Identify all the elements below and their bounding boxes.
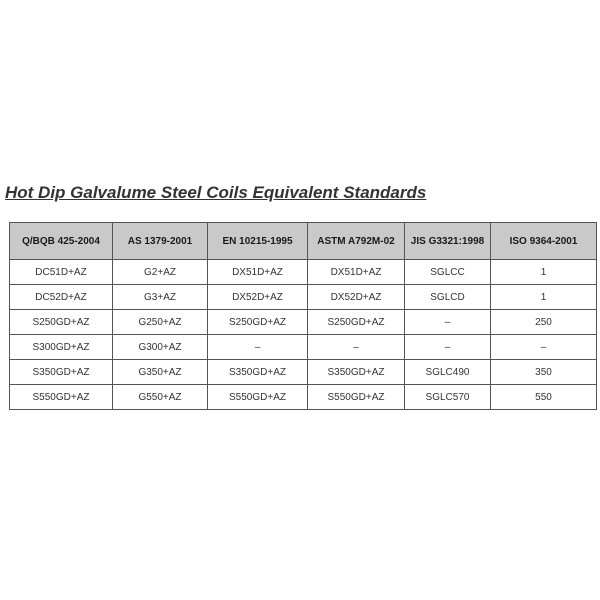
table-cell: S250GD+AZ [10, 310, 113, 335]
table-cell: G350+AZ [113, 360, 208, 385]
table-cell: DX51D+AZ [208, 260, 308, 285]
header-cell-jis: JIS G3321:1998 [405, 223, 491, 260]
table-cell: S550GD+AZ [308, 385, 405, 410]
table-cell: 1 [491, 285, 597, 310]
table-cell: DX52D+AZ [308, 285, 405, 310]
table-cell: DX52D+AZ [208, 285, 308, 310]
table-cell: SGLC490 [405, 360, 491, 385]
header-cell-qbqb: Q/BQB 425-2004 [10, 223, 113, 260]
table-cell: DC52D+AZ [10, 285, 113, 310]
table-header [10, 223, 597, 260]
table-cell: G250+AZ [113, 310, 208, 335]
table-row [10, 385, 597, 410]
header-cell-iso: ISO 9364-2001 [491, 223, 597, 260]
table-cell: SGLCD [405, 285, 491, 310]
table-cell: G550+AZ [113, 385, 208, 410]
header-cell-as: AS 1379-2001 [113, 223, 208, 260]
table-cell: 550 [491, 385, 597, 410]
table-cell: 1 [491, 260, 597, 285]
header-cell-en: EN 10215-1995 [208, 223, 308, 260]
header-cell-astm: ASTM A792M-02 [308, 223, 405, 260]
table-row [10, 285, 597, 310]
table-cell: – [308, 335, 405, 360]
table-cell: S350GD+AZ [308, 360, 405, 385]
table-cell: – [208, 335, 308, 360]
table-cell: – [491, 335, 597, 360]
table-row [10, 260, 597, 285]
table-cell: DX51D+AZ [308, 260, 405, 285]
header-row [10, 223, 597, 260]
table-cell: – [405, 335, 491, 360]
table-row [10, 360, 597, 385]
table-cell: 350 [491, 360, 597, 385]
table-row [10, 310, 597, 335]
table-body [10, 260, 597, 410]
table-cell: S250GD+AZ [208, 310, 308, 335]
table-cell: S250GD+AZ [308, 310, 405, 335]
table-cell: – [405, 310, 491, 335]
table-cell: S350GD+AZ [208, 360, 308, 385]
table-cell: S350GD+AZ [10, 360, 113, 385]
table-cell: G2+AZ [113, 260, 208, 285]
table-cell: 250 [491, 310, 597, 335]
standards-table [9, 222, 597, 410]
table-cell: S300GD+AZ [10, 335, 113, 360]
table-cell: G3+AZ [113, 285, 208, 310]
table-cell: SGLCC [405, 260, 491, 285]
table-cell: S550GD+AZ [10, 385, 113, 410]
table-cell: S550GD+AZ [208, 385, 308, 410]
table-cell: DC51D+AZ [10, 260, 113, 285]
table-cell: SGLC570 [405, 385, 491, 410]
table-row [10, 335, 597, 360]
table-cell: G300+AZ [113, 335, 208, 360]
page-title: Hot Dip Galvalume Steel Coils Equivalent Standards [5, 183, 427, 202]
